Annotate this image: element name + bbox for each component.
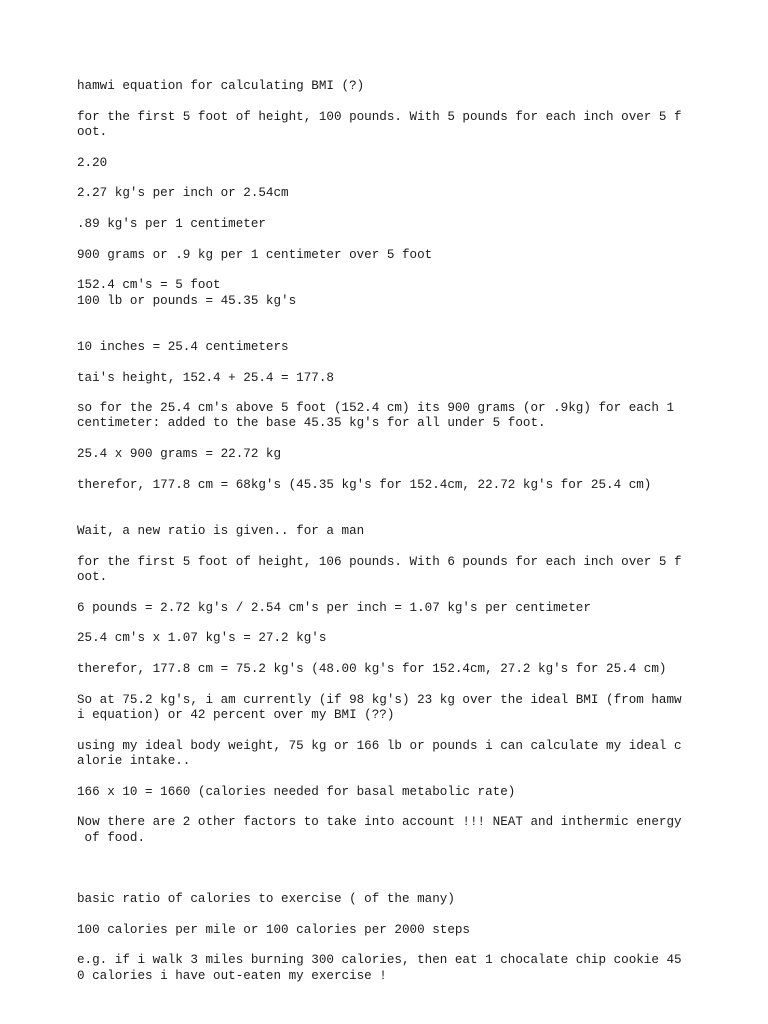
text-line: So at 75.2 kg's, i am currently (if 98 kg's) 23 kg over the ideal BMI (from hamw: [77, 692, 682, 707]
text-line: hamwi equation for calculating BMI (?): [77, 79, 365, 93]
text-line: basic ratio of calories to exercise ( of the many): [77, 891, 455, 906]
text-line: 2.27 kg's per inch or 2.54cm: [77, 186, 289, 201]
paragraph: [77, 371, 697, 386]
paragraph: [77, 631, 697, 646]
text-line: 152.4 cm's = 5 foot: [77, 278, 221, 293]
paragraph: [77, 785, 697, 800]
paragraph: [77, 662, 697, 677]
paragraph: [77, 186, 697, 201]
text-line: 0 calories i have out-eaten my exercise !: [77, 968, 387, 983]
paragraph: [77, 693, 697, 724]
paragraph: [77, 815, 697, 846]
paragraph: [77, 953, 697, 984]
text-line: therefor, 177.8 cm = 75.2 kg's (48.00 kg's for 152.4cm, 27.2 kg's for 25.4 cm): [77, 662, 667, 676]
paragraph: [77, 217, 697, 232]
paragraph: [77, 248, 697, 263]
paragraph: [77, 555, 697, 586]
text-line: tai's height, 152.4 + 25.4 = 177.8: [77, 370, 334, 385]
text-line: 25.4 cm's x 1.07 kg's = 27.2 kg's: [77, 631, 327, 646]
paragraph: [77, 524, 697, 539]
text-line: Wait, a new ratio is given.. for a man: [77, 523, 365, 538]
paragraph: [77, 110, 697, 141]
text-line: for the first 5 foot of height, 106 pounds. With 6 pounds for each inch over 5 f: [77, 554, 682, 569]
paragraph: [77, 478, 697, 493]
paragraph: [77, 923, 697, 938]
paragraph: [77, 892, 697, 907]
text-line: therefor, 177.8 cm = 68kg's (45.35 kg's for 152.4cm, 22.72 kg's for 25.4 cm): [77, 477, 652, 492]
document-body: [77, 79, 697, 999]
paragraph: [77, 340, 697, 355]
paragraph: [77, 156, 697, 171]
paragraph: [77, 447, 697, 462]
text-line: 6 pounds = 2.72 kg's / 2.54 cm's per inch = 1.07 kg's per centimeter: [77, 600, 591, 615]
paragraph: [77, 278, 697, 309]
text-line: using my ideal body weight, 75 kg or 166 lb or pounds i can calculate my ideal c: [77, 738, 682, 753]
paragraph: [77, 79, 697, 94]
text-line: of food.: [77, 830, 146, 845]
text-line: 166 x 10 = 1660 (calories needed for basal metabolic rate): [77, 784, 516, 799]
text-line: 25.4 x 900 grams = 22.72 kg: [77, 447, 282, 462]
text-line: so for the 25.4 cm's above 5 foot (152.4 cm) its 900 grams (or .9kg) for each 1: [77, 401, 675, 416]
paragraph: [77, 401, 697, 432]
text-line: 100 calories per mile or 100 calories per 2000 steps: [77, 922, 470, 937]
text-line: 900 grams or .9 kg per 1 centimeter over 5 foot: [77, 247, 433, 262]
paragraph: [77, 601, 697, 616]
text-line: alorie intake..: [77, 753, 191, 768]
text-line: oot.: [77, 124, 108, 139]
text-line: oot.: [77, 569, 108, 584]
text-line: .89 kg's per 1 centimeter: [77, 217, 266, 232]
text-line: for the first 5 foot of height, 100 pounds. With 5 pounds for each inch over 5 f: [77, 109, 682, 124]
text-line: centimeter: added to the base 45.35 kg's for all under 5 foot.: [77, 416, 546, 431]
text-line: 10 inches = 25.4 centimeters: [77, 339, 289, 354]
text-line: 2.20: [77, 155, 108, 170]
text-line: i equation) or 42 percent over my BMI (??): [77, 707, 395, 722]
text-line: Now there are 2 other factors to take into account !!! NEAT and inthermic energy: [77, 815, 682, 830]
paragraph: [77, 739, 697, 770]
text-line: 100 lb or pounds = 45.35 kg's: [77, 293, 297, 308]
text-line: e.g. if i walk 3 miles burning 300 calories, then eat 1 chocalate chip cookie 45: [77, 953, 682, 968]
